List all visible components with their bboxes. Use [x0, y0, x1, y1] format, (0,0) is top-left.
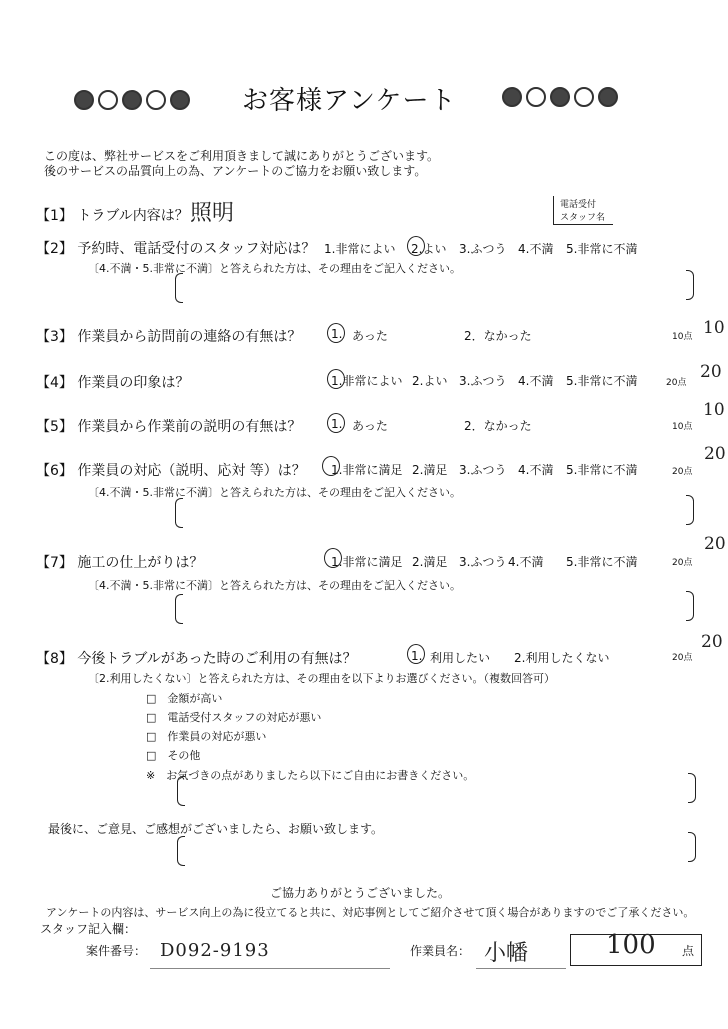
staff-box-label-1: 電話受付 [560, 200, 597, 210]
total-score-unit: 点 [682, 944, 695, 958]
q5-points: 10点 [672, 422, 693, 432]
q6-option-4: 4.不満 [518, 463, 554, 477]
q6-option-3: 3.ふつう [459, 463, 507, 477]
intro-line-2: 後のサービスの品質向上の為、アンケートのご協力をお願い致します。 [44, 164, 427, 178]
q8-bracket-right [688, 773, 696, 803]
q6-option-1: 1.非常に満足 [331, 463, 403, 477]
q3-option-1-text: あった [352, 329, 388, 343]
q8-check-4: □ その他 [146, 749, 201, 762]
q6-points: 20点 [672, 467, 693, 477]
q8-check-2: □ 電話受付スタッフの対応が悪い [146, 711, 322, 724]
q2-bracket-right [686, 270, 694, 300]
filled-dot-icon [122, 90, 142, 110]
q4-option-4: 4.不満 [518, 374, 554, 388]
q3-points: 10点 [672, 332, 693, 342]
intro-line-1: この度は、弊社サービスをご利用頂きまして誠にありがとうございます。 [44, 149, 440, 163]
q2-label: 【2】 予約時、電話受付のスタッフ対応は？ [36, 241, 316, 257]
q7-option-5: 5.非常に不満 [566, 555, 638, 569]
filled-dot-icon [550, 87, 570, 107]
open-dot-icon [146, 90, 166, 110]
q6-bracket-left [175, 498, 183, 528]
q5-option-1-text: あった [352, 419, 388, 433]
q5-score: 10 [703, 400, 725, 420]
closing-request: 最後に、ご意見、ご感想がございましたら、お願い致します。 [48, 822, 384, 836]
q8-points: 20点 [672, 653, 693, 663]
q5-selected-circle [327, 413, 345, 433]
q4-score: 20 [700, 362, 722, 382]
q7-option-1: 1.非常に満足 [331, 555, 403, 569]
filled-dot-icon [74, 90, 94, 110]
case-number-underline [150, 968, 390, 969]
q8-score: 20 [701, 632, 723, 652]
q2-option-1: 1.非常によい [324, 242, 396, 256]
case-number-label: 案件番号： [86, 944, 147, 958]
q7-selected-circle [324, 548, 342, 568]
q7-option-4: 4.不満 [508, 555, 544, 569]
q6-option-5: 5.非常に不満 [566, 463, 638, 477]
q7-score: 20 [704, 534, 726, 554]
filled-dot-icon [598, 87, 618, 107]
closing-disclaimer: アンケートの内容は、サービス向上の為に役立てると共に、対応事例としてご紹介させて頂く場合がありますのでご了承ください。 [46, 906, 695, 919]
q8-free-comment-prompt: ※ お気づきの点がありましたら以下にご自由にお書きください。 [146, 769, 475, 782]
open-dot-icon [574, 87, 594, 107]
q8-check-3: □ 作業員の対応が悪い [146, 730, 267, 743]
q7-label: 【7】 施工の仕上がりは？ [36, 555, 204, 571]
q3-score: 10 [703, 318, 725, 338]
q2-option-5: 5.非常に不満 [566, 242, 638, 256]
q8-check-1: □ 金額が高い [146, 692, 223, 705]
staff-box-label-2: スタッフ名 [560, 213, 606, 223]
q8-bracket-left [177, 776, 185, 806]
q3-selected-circle [327, 323, 345, 343]
staff-box-underline [553, 224, 613, 225]
left-dot-row [74, 89, 194, 110]
q2-note: 〔4.不満・5.非常に不満〕と答えられた方は、その理由をご記入ください。 [88, 262, 461, 275]
q4-option-1: 1.非常によい [331, 374, 403, 388]
q7-points: 20点 [672, 558, 693, 568]
q2-option-2: 2.よい [411, 242, 447, 256]
q6-bracket-right [686, 495, 694, 525]
q6-label: 【6】 作業員の対応（説明、応対 等）は？ [36, 463, 306, 479]
page-title: お客様アンケート [242, 86, 457, 116]
q7-note: 〔4.不満・5.非常に不満〕と答えられた方は、その理由をご記入ください。 [88, 579, 461, 592]
q8-option-2: 2.利用したくない [514, 651, 610, 665]
q6-selected-circle [322, 456, 340, 476]
staff-entry-label: スタッフ記入欄： [40, 922, 137, 936]
q6-note: 〔4.不満・5.非常に不満〕と答えられた方は、その理由をご記入ください。 [88, 486, 461, 499]
q5-option-1: 1. [331, 417, 343, 431]
q2-bracket-left [175, 273, 183, 303]
q8-option-1: 1. [411, 649, 423, 663]
q5-label: 【5】 作業員から作業前の説明の有無は？ [36, 419, 302, 435]
q7-option-2: 2.満足 [412, 555, 448, 569]
q5-option-2: 2．なかった [464, 419, 532, 433]
q8-option-1-text: 利用したい [430, 651, 491, 665]
worker-name-underline [476, 968, 566, 969]
q8-selected-circle [407, 644, 425, 664]
q4-option-5: 5.非常に不満 [566, 374, 638, 388]
q4-selected-circle [327, 369, 345, 389]
open-dot-icon [98, 90, 118, 110]
q4-label: 【4】 作業員の印象は？ [36, 375, 190, 391]
q3-label: 【3】 作業員から訪問前の連絡の有無は？ [36, 329, 302, 345]
q6-score: 20 [704, 444, 726, 464]
worker-name-value: 小幡 [484, 941, 529, 966]
q4-option-3: 3.ふつう [459, 374, 507, 388]
q8-note: 〔2.利用したくない〕と答えられた方は、その理由を以下よりお選びください。（複数回答可） [88, 672, 555, 685]
q2-option-3: 3.ふつう [459, 242, 507, 256]
q7-bracket-left [175, 594, 183, 624]
right-dot-row [502, 86, 622, 107]
closing-thanks: ご協力ありがとうございました。 [270, 886, 451, 900]
filled-dot-icon [502, 87, 522, 107]
q4-option-2: 2.よい [412, 374, 448, 388]
open-dot-icon [526, 87, 546, 107]
q8-label: 【8】 今後トラブルがあった時のご利用の有無は？ [36, 651, 357, 667]
q3-option-2: 2．なかった [464, 329, 532, 343]
closing-bracket-right [688, 832, 696, 862]
case-number-value: D092-9193 [160, 940, 270, 961]
staff-box-divider [553, 196, 556, 224]
q6-option-2: 2.満足 [412, 463, 448, 477]
q3-option-1: 1. [331, 327, 343, 341]
worker-name-label: 作業員名： [410, 944, 471, 958]
q1-label: 【1】 トラブル内容は？ [36, 208, 189, 224]
q4-points: 20点 [666, 378, 687, 388]
closing-bracket-left [177, 836, 185, 866]
q7-option-3: 3.ふつう [459, 555, 507, 569]
q1-answer: 照明 [190, 201, 235, 226]
q2-selected-circle [407, 236, 425, 256]
q7-bracket-right [686, 591, 694, 621]
filled-dot-icon [170, 90, 190, 110]
total-score-value: 100 [606, 930, 656, 960]
q2-option-4: 4.不満 [518, 242, 554, 256]
